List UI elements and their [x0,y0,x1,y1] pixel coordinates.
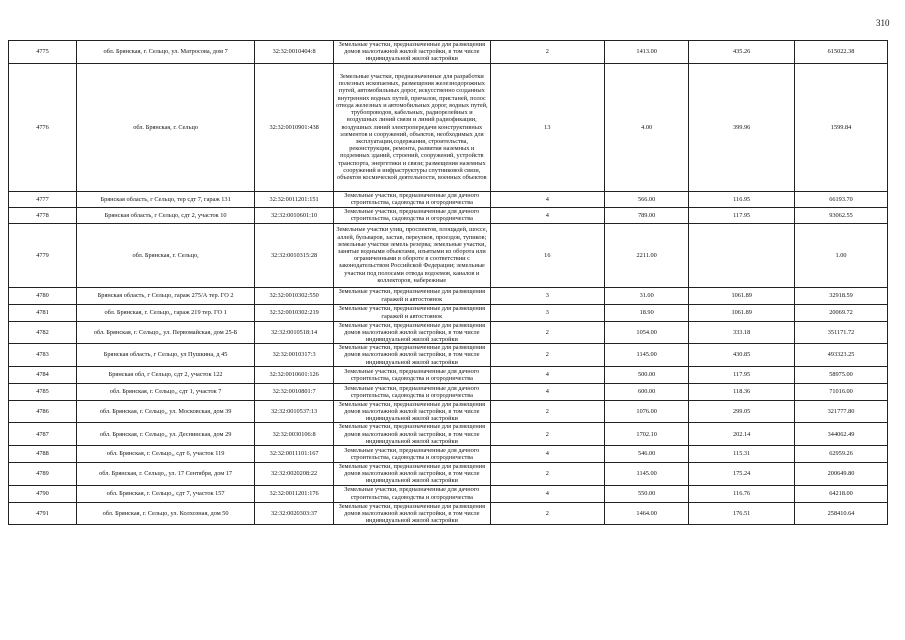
table-body [9,41,888,525]
address-cell: обл. Брянская, г. Сельцо,, ул. Первомайская, дом 25-Б [77,321,255,344]
specific-value-cell: 202.14 [689,423,795,446]
area-cell: 1413.00 [605,41,689,64]
cadastral-value-cell: 93062.55 [795,207,888,223]
specific-value-cell: 435.26 [689,41,795,64]
address-cell: обл. Брянская, г. Сельцо, ул. Матросова, дом 7 [77,41,255,64]
specific-value-cell [689,223,795,287]
group-code-cell: 4 [490,207,604,223]
area-cell: 4.00 [605,63,689,191]
area-cell: 1054.00 [605,321,689,344]
group-code-cell: 2 [490,423,604,446]
land-purpose-cell: Земельные участки, предназначенные для дачного строительства, садоводства и огородничества [334,446,491,463]
land-purpose-cell: Земельные участки, предназначенные для размещения домов малоэтажной жилой застройки, в том числе индивидуальной жилой застройки [334,502,491,525]
cadastral-value-cell: 32918.59 [795,287,888,304]
group-code-cell: 2 [490,400,604,423]
group-code-cell: 3 [490,287,604,304]
cadastral-number-cell: 32:32:0010601:126 [255,366,334,383]
address-cell: Брянская область, г Сельцо, тер сдт 7, гараж 131 [77,191,255,207]
group-code-cell: 4 [490,446,604,463]
table-row [9,191,888,207]
address-cell: Брянская область, г Сельцо, гараж 275/А тер. ГО 2 [77,287,255,304]
row-id-cell: 4785 [9,383,77,400]
cadastral-value-cell: 351171.72 [795,321,888,344]
area-cell: 18.90 [605,304,689,321]
area-cell: 500.00 [605,366,689,383]
page-number: 310 [876,18,890,28]
group-code-cell: 2 [490,321,604,344]
cadastral-value-cell: 58975.00 [795,366,888,383]
address-cell: Брянская обл, г Сельцо, сдт 2, участок 122 [77,366,255,383]
specific-value-cell: 116.76 [689,485,795,502]
cadastral-number-cell: 32:32:0010518:14 [255,321,334,344]
address-cell: обл. Брянская, г. Сельцо,, ул. Московская, дом 39 [77,400,255,423]
table-row [9,223,888,287]
land-purpose-cell: Земельные участки, предназначенные для размещения гаражей и автостоянок [334,304,491,321]
land-purpose-cell: Земельные участки, предназначенные для размещения домов малоэтажной жилой застройки, в том числе индивидуальной жилой застройки [334,41,491,64]
row-id-cell: 4779 [9,223,77,287]
table-row [9,321,888,344]
address-cell: обл. Брянская, г. Сельцо [77,63,255,191]
cadastral-value-cell: 1.00 [795,223,888,287]
cadastral-number-cell: 32:32:0010601:10 [255,207,334,223]
land-purpose-cell: Земельные участки, предназначенные для дачного строительства, садоводства и огородничества [334,383,491,400]
land-purpose-cell: Земельные участки, предназначенные для размещения домов малоэтажной жилой застройки, в том числе индивидуальной жилой застройки [334,423,491,446]
table-row [9,502,888,525]
specific-value-cell: 115.31 [689,446,795,463]
area-cell: 566.00 [605,191,689,207]
cadastral-number-cell: 32:32:0010537:13 [255,400,334,423]
cadastral-number-cell: 32:32:0011101:167 [255,446,334,463]
row-id-cell: 4784 [9,366,77,383]
group-code-cell: 4 [490,485,604,502]
cadastral-value-cell: 71016.00 [795,383,888,400]
table-row [9,400,888,423]
land-purpose-cell: Земельные участки, предназначенные для разработки полезных ископаемых, размещения железнодорожных путей, автомобильных дорог, искусственно созданных внутренних водных путей, причалов, пристаней, полос отвода железных и автомобильных дорог, водных путей, трубопроводов, кабельных, радиорелейных и воздушных линий связи и линий радиофикации, воздушных линий электропередачи конструктивных элементов и сооружений, объектов, необходимых для эксплуатации,содержания, строительства, реконструкции, ремонта, развития наземных и подземных зданий, строений, сооружений, устройств транспорта, энергетики и связи; размещения наземных сооружений и инфраструктуры спутниковой связи, объектов космической деятельности, военных объектов [334,63,491,191]
land-purpose-cell: Земельные участки, предназначенные для размещения домов малоэтажной жилой застройки, в том числе индивидуальной жилой застройки [334,321,491,344]
cadastral-number-cell: 32:32:0010302:219 [255,304,334,321]
specific-value-cell: 118.36 [689,383,795,400]
table-row [9,63,888,191]
cadastral-number-cell: 32:32:0011201:151 [255,191,334,207]
row-id-cell: 4780 [9,287,77,304]
group-code-cell: 3 [490,304,604,321]
cadastral-number-cell: 32:32:0010302:550 [255,287,334,304]
row-id-cell: 4775 [9,41,77,64]
cadastral-value-cell: 64218.00 [795,485,888,502]
area-cell: 31.00 [605,287,689,304]
land-purpose-cell: Земельные участки, предназначенные для дачного строительства, садоводства и огородничества [334,366,491,383]
row-id-cell: 4790 [9,485,77,502]
area-cell: 546.00 [605,446,689,463]
land-purpose-cell: Земельные участки, предназначенные для дачного строительства, садоводства и огородничества [334,485,491,502]
row-id-cell: 4791 [9,502,77,525]
land-purpose-cell: Земельные участки, предназначенные для размещения домов малоэтажной жилой застройки, в том числе индивидуальной жилой застройки [334,400,491,423]
area-cell: 550.00 [605,485,689,502]
row-id-cell: 4778 [9,207,77,223]
address-cell: обл. Брянская, г. Сельцо, ул. Колхозная, дом 50 [77,502,255,525]
area-cell: 789.00 [605,207,689,223]
area-cell: 1702.10 [605,423,689,446]
group-code-cell: 2 [490,344,604,367]
cadastral-number-cell: 32:32:0010801:7 [255,383,334,400]
specific-value-cell: 1061.89 [689,287,795,304]
specific-value-cell: 117.95 [689,207,795,223]
address-cell: обл. Брянская, г. Сельцо,, ул. 17 Сентября, дом 17 [77,463,255,486]
row-id-cell: 4781 [9,304,77,321]
cadastral-number-cell: 32:32:0020303:37 [255,502,334,525]
table-row [9,344,888,367]
cadastral-value-cell: 20069.72 [795,304,888,321]
specific-value-cell: 116.95 [689,191,795,207]
specific-value-cell: 117.95 [689,366,795,383]
row-id-cell: 4777 [9,191,77,207]
specific-value-cell: 176.51 [689,502,795,525]
row-id-cell: 4783 [9,344,77,367]
cadastral-number-cell: 32:32:0030106:8 [255,423,334,446]
cadastral-value-cell: 258410.64 [795,502,888,525]
row-id-cell: 4788 [9,446,77,463]
table-row [9,304,888,321]
cadastral-value-cell: 200649.80 [795,463,888,486]
cadastral-value-cell: 321777.80 [795,400,888,423]
area-cell: 1076.00 [605,400,689,423]
group-code-cell: 16 [490,223,604,287]
specific-value-cell: 299.05 [689,400,795,423]
table-row [9,463,888,486]
land-registry-table [8,40,888,525]
area-cell: 2211.00 [605,223,689,287]
group-code-cell: 4 [490,191,604,207]
address-cell: обл. Брянская, г. Сельцо,, сдт 7, участок 157 [77,485,255,502]
group-code-cell: 2 [490,463,604,486]
table-row [9,423,888,446]
row-id-cell: 4786 [9,400,77,423]
cadastral-value-cell: 62959.26 [795,446,888,463]
table-row [9,446,888,463]
group-code-cell: 2 [490,41,604,64]
specific-value-cell: 175.24 [689,463,795,486]
cadastral-number-cell: 32:32:0020208:22 [255,463,334,486]
address-cell: Брянская область, г Сельцо, сдт 2, участок 10 [77,207,255,223]
group-code-cell: 13 [490,63,604,191]
cadastral-value-cell: 1599.84 [795,63,888,191]
group-code-cell: 2 [490,502,604,525]
table-row [9,366,888,383]
group-code-cell: 4 [490,366,604,383]
table-row [9,485,888,502]
cadastral-number-cell: 32:32:0010317:3 [255,344,334,367]
table-row [9,41,888,64]
cadastral-number-cell: 32:32:0010404:8 [255,41,334,64]
table-row [9,287,888,304]
cadastral-value-cell: 344062.49 [795,423,888,446]
specific-value-cell: 399.96 [689,63,795,191]
area-cell: 1464.00 [605,502,689,525]
area-cell: 600.00 [605,383,689,400]
specific-value-cell: 1061.89 [689,304,795,321]
land-purpose-cell: Земельные участки, предназначенные для размещения гаражей и автостоянок [334,287,491,304]
land-purpose-cell: Земельные участки, предназначенные для размещения домов малоэтажной жилой застройки, в том числе индивидуальной жилой застройки [334,344,491,367]
land-purpose-cell: Земельные участки, предназначенные для дачного строительства, садоводства и огородничества [334,207,491,223]
table-row [9,383,888,400]
specific-value-cell: 430.85 [689,344,795,367]
row-id-cell: 4776 [9,63,77,191]
table-row [9,207,888,223]
address-cell: обл. Брянская, г. Сельцо,, сдт 1, участок 7 [77,383,255,400]
specific-value-cell: 333.18 [689,321,795,344]
area-cell: 1145.00 [605,463,689,486]
address-cell: обл. Брянская, г. Сельцо,, гараж 219 тер. ГО 1 [77,304,255,321]
cadastral-number-cell: 32:32:0010315:28 [255,223,334,287]
group-code-cell: 4 [490,383,604,400]
cadastral-value-cell: 615022.38 [795,41,888,64]
address-cell: обл. Брянская, г. Сельцо,, сдт 6, участок 119 [77,446,255,463]
row-id-cell: 4782 [9,321,77,344]
row-id-cell: 4787 [9,423,77,446]
cadastral-number-cell: 32:32:0010901:438 [255,63,334,191]
land-purpose-cell: Земельные участки, предназначенные для размещения домов малоэтажной жилой застройки, в том числе индивидуальной жилой застройки [334,463,491,486]
address-cell: обл. Брянская, г. Сельцо, [77,223,255,287]
cadastral-value-cell: 66193.70 [795,191,888,207]
row-id-cell: 4789 [9,463,77,486]
cadastral-value-cell: 493323.25 [795,344,888,367]
address-cell: обл. Брянская, г. Сельцо,, ул. Деснинская, дом 29 [77,423,255,446]
cadastral-number-cell: 32:32:0011201:176 [255,485,334,502]
land-purpose-cell: Земельные участки улиц, проспектов, площадей, шоссе, аллей, бульваров, застав, переулков, проездов, тупиков; земельные участки земель резерва; земельные участки, занятые водными объектами, изъятыми из оборота или ограниченными в обороте в соответствии с законодательством Российской Федерации; земельные участки под полосами отвода водоемов, каналов и коллекторов, набережные [334,223,491,287]
address-cell: Брянская область, г Сельцо, ул Пушкина, д 45 [77,344,255,367]
area-cell: 1145.00 [605,344,689,367]
land-purpose-cell: Земельные участки, предназначенные для дачного строительства, садоводства и огородничества [334,191,491,207]
